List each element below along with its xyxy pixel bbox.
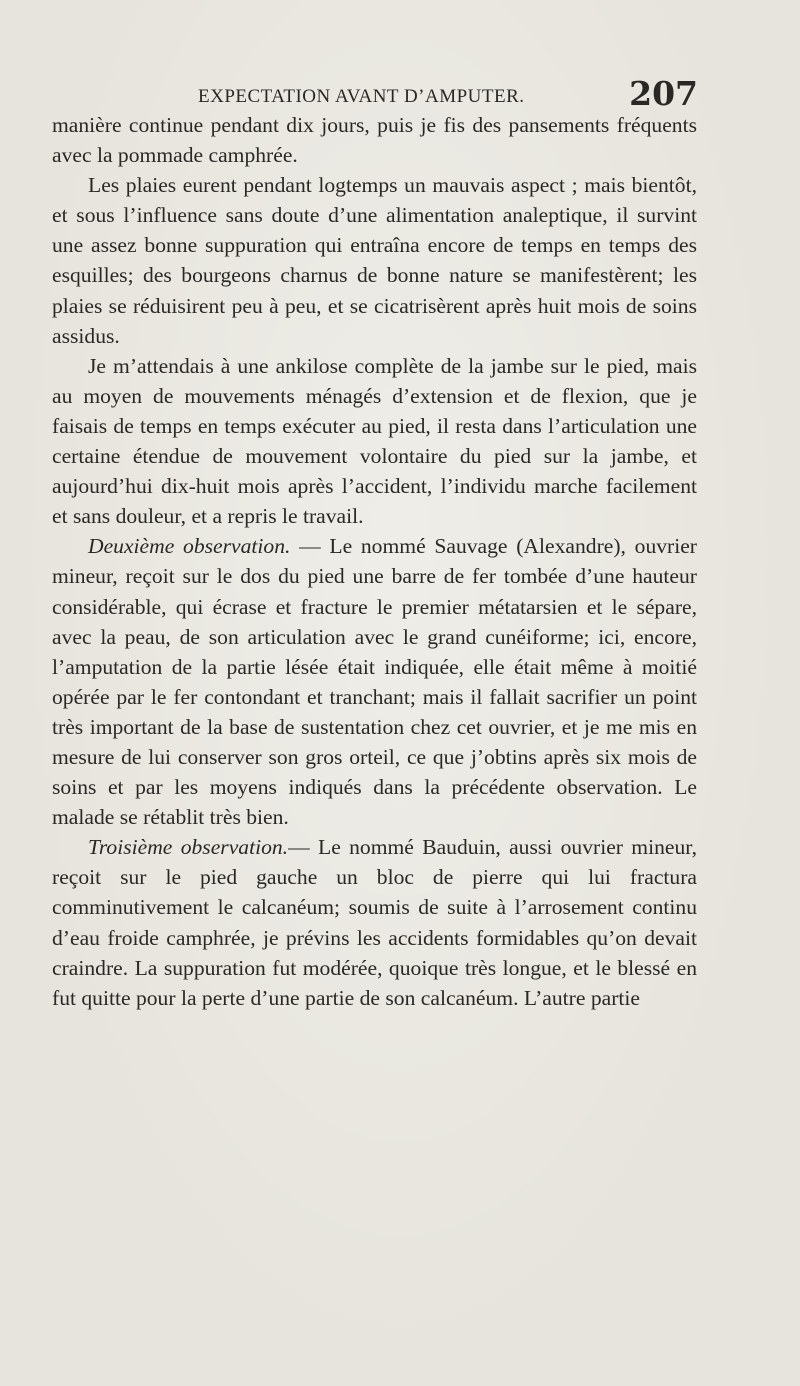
page-header — [98, 74, 698, 114]
paragraph-continuation — [52, 110, 697, 170]
paragraph-plaies — [52, 170, 697, 351]
paragraph-text: manière continue pendant dix jours, puis je fis des pansements fréquents avec la pommade camphrée. — [52, 113, 697, 168]
paragraph-text: Les plaies eurent pendant logtemps un mauvais aspect ; mais bientôt, et sous l’influence sans doute d’une alimentation analeptique, il survint une assez bonne suppuration qui entraîna encore de temps en temps des esquilles; des bourgeons charnus de bonne nature se manifestèrent; les plaies se réduisirent peu à peu, et se cicatrisèrent après huit mois de soins assidus. — [52, 173, 697, 348]
paragraph-text: — Le nommé Bauduin, aussi ouvrier mineur, reçoit sur le pied gauche un bloc de pierre qui lui fractura comminutivement le calcanéum; soumis de suite à l’arrosement continu d’eau froide camphrée, je prévins les accidents formidables qu’on devait craindre. La suppuration fut modérée, quoique très longue, et le blessé en fut quitte pour la perte d’une partie de son calcanéum. L’autre partie — [52, 835, 697, 1010]
page-number: 207 — [629, 74, 698, 113]
observation-title: Deuxième observation. — [88, 534, 291, 559]
observation-title: Troisième observation. — [88, 835, 289, 860]
paragraph-deuxieme-observation — [52, 531, 697, 832]
paragraph-text: Je m’attendais à une ankilose complète de la jambe sur le pied, mais au moyen de mouvements ménagés d’extension et de flexion, que je faisais de temps en temps exécuter au pied, il resta dans l’articulation une certaine étendue de mouvement volontaire du pied sur la jambe, et aujourd’hui dix-huit mois après l’accident, l’individu marche facilement et sans douleur, et a repris le travail. — [52, 353, 697, 529]
paragraph-ankilose — [52, 351, 697, 532]
running-head: EXPECTATION AVANT D’AMPUTER. — [198, 86, 525, 107]
body-text — [52, 110, 697, 1013]
paragraph-troisieme-observation — [52, 832, 697, 1013]
paragraph-text: — Le nommé Sauvage (Alexandre), ouvrier mineur, reçoit sur le dos du pied une barre de fer tombée d’une hauteur considérable, qui écrase et fracture le premier métatarsien et le sépare, avec la peau, de son articulation avec le grand cunéiforme; ici, encore, l’amputation de la partie lésée était indiquée, elle était même à moitié opérée par le fer contondant et tranchant; mais il fallait sacrifier un point très important de la base de sustentation chez cet ouvrier, et je me mis en mesure de lui conserver son gros orteil, ce que j’obtins après six mois de soins et par les moyens indiqués dans la précédente observation. Le malade se rétablit très bien. — [52, 534, 697, 830]
